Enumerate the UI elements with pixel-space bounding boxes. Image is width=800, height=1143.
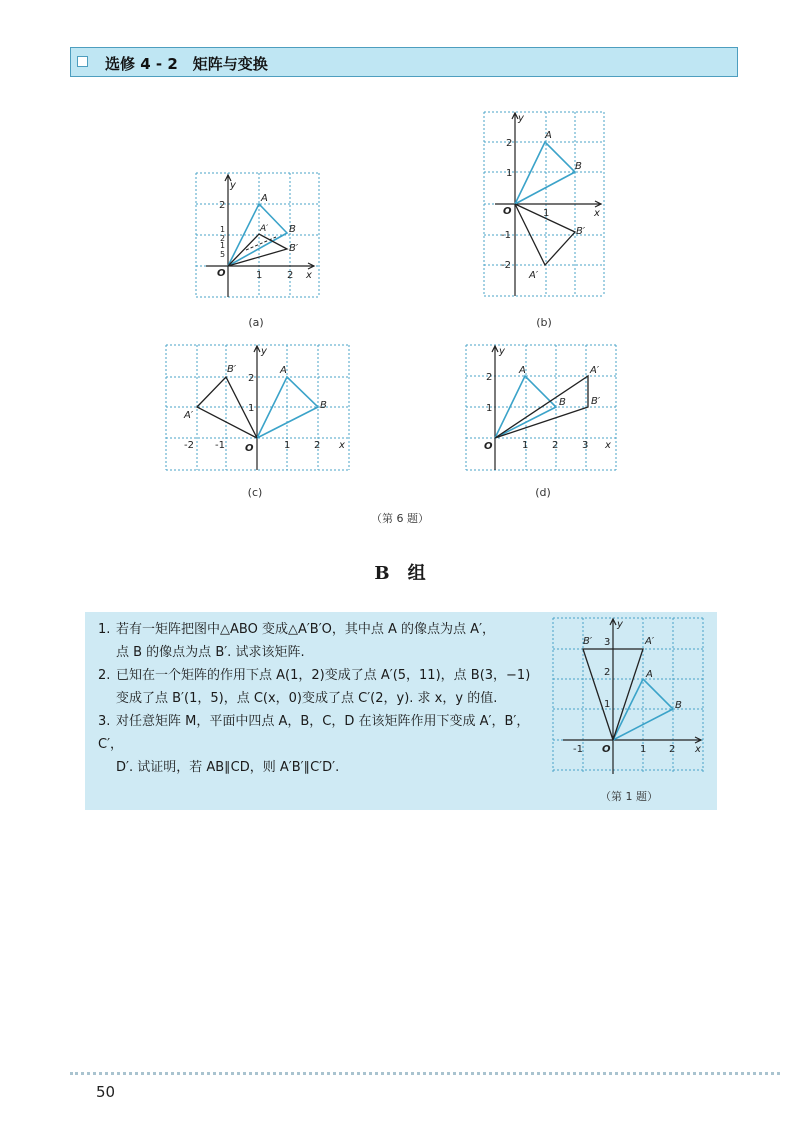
- footer-divider: [70, 1072, 780, 1075]
- axis-x-label: x: [306, 270, 312, 281]
- point-A-label: A: [261, 193, 268, 204]
- tick-y-1: 1: [248, 403, 255, 414]
- axis-y-label: y: [617, 619, 623, 630]
- caption-d: (d): [535, 486, 551, 499]
- tick-x-1: 1: [522, 440, 529, 451]
- tick-x-neg2: -2: [184, 440, 194, 451]
- figure-6-caption: （第 6 题）: [371, 512, 429, 525]
- caption-a: (a): [248, 316, 264, 329]
- axis-y-label: y: [261, 346, 267, 357]
- tick-x-1: 1: [543, 208, 550, 219]
- point-Ap-label: A′: [529, 270, 539, 281]
- axis-y-label: y: [518, 113, 524, 124]
- tick-y-fifth-num: 1: [220, 241, 226, 250]
- point-Bp-label: B′: [227, 364, 237, 375]
- point-Bp-label: B′: [289, 243, 299, 254]
- point-Ap-label: A′: [184, 410, 194, 421]
- figure-a: [186, 165, 326, 305]
- tick-y-2: 2: [219, 200, 226, 211]
- tick-y-2: 2: [604, 667, 611, 678]
- axis-y-label: y: [230, 180, 236, 191]
- point-B-label: B: [289, 224, 296, 235]
- point-Bp-label: B′: [591, 396, 601, 407]
- origin-label: O: [245, 443, 254, 454]
- origin-label: O: [484, 441, 493, 452]
- point-B-label: B: [575, 161, 582, 172]
- origin-label: O: [217, 268, 226, 279]
- figure-d: [462, 340, 622, 475]
- tick-x-neg1: -1: [573, 744, 583, 755]
- tick-x-1: 1: [640, 744, 647, 755]
- axis-x-label: x: [594, 208, 600, 219]
- exercise-1: 1. 若有一矩阵把图中△ABO 变成△A′B′O，其中点 A 的像点为点 A′， 点 B 的像点为点 B′. 试求该矩阵.: [98, 622, 496, 660]
- point-A-label: A: [646, 669, 653, 680]
- point-A-label: A: [545, 130, 552, 141]
- tick-y-3: 3: [604, 637, 611, 648]
- exercise-3: 3. 对任意矩阵 M，平面中四点 A，B，C，D 在该矩阵作用下变成 A′，B′，C′， D′. 试证明，若 AB∥CD，则 A′B′∥C′D′.: [98, 714, 530, 775]
- exercise-2: 2. 已知在一个矩阵的作用下点 A(1，2)变成了点 A′(5，11)，点 B(3，−1) 变成了点 B′(1，5)，点 C(x，0)变成了点 C′(2，y). 求 x，y 的值.: [98, 668, 531, 706]
- page-number: 50: [96, 1083, 116, 1101]
- point-B-label: B: [675, 700, 682, 711]
- caption-c: (c): [247, 486, 263, 499]
- tick-x-2: 2: [314, 440, 321, 451]
- tick-y-neg2: -2: [501, 260, 511, 271]
- figure-1: [549, 614, 709, 774]
- header-square-icon: [77, 56, 88, 67]
- figure-b: [479, 108, 609, 300]
- point-Ap-label: A′: [260, 224, 269, 234]
- chapter-title: 选修 4 - 2 矩阵与变换: [105, 55, 268, 73]
- tick-y-1: 1: [486, 403, 493, 414]
- tick-x-1: 1: [256, 270, 263, 281]
- tick-x-3: 3: [582, 440, 589, 451]
- tick-x-2: 2: [552, 440, 559, 451]
- axis-x-label: x: [339, 440, 345, 451]
- tick-y-half-num: 1: [220, 225, 226, 234]
- tick-y-2: 2: [506, 138, 513, 149]
- tick-y-fifth-den: 5: [220, 250, 226, 259]
- chapter-header: [70, 47, 738, 77]
- tick-x-2: 2: [287, 270, 294, 281]
- caption-b: (b): [536, 316, 552, 329]
- figure-c: [163, 340, 358, 475]
- section-title: B 组: [374, 563, 426, 584]
- origin-label: O: [602, 744, 611, 755]
- point-A-label: A: [280, 365, 287, 376]
- triangle-OAB: [515, 142, 575, 204]
- point-B-label: B: [320, 400, 327, 411]
- axis-x-label: x: [695, 744, 701, 755]
- tick-y-1: 1: [506, 168, 513, 179]
- tick-x-neg1: -1: [215, 440, 225, 451]
- point-Ap-label: A′: [645, 636, 655, 647]
- tick-y-neg1: -1: [501, 230, 511, 241]
- origin-label: O: [503, 206, 512, 217]
- point-Bp-label: B′: [583, 636, 593, 647]
- tick-y-2: 2: [248, 373, 255, 384]
- tick-y-half-den: 2: [220, 234, 226, 243]
- tick-y-2: 2: [486, 372, 493, 383]
- figure-1-caption: （第 1 题）: [600, 790, 658, 803]
- point-B-label: B: [559, 397, 566, 408]
- point-Bp-label: B′: [576, 226, 586, 237]
- tick-x-1: 1: [284, 440, 291, 451]
- exercise-panel: [85, 612, 717, 810]
- point-A-label: A: [519, 365, 526, 376]
- tick-x-2: 2: [669, 744, 676, 755]
- axis-y-label: y: [499, 346, 505, 357]
- axis-x-label: x: [605, 440, 611, 451]
- tick-y-1: 1: [604, 699, 611, 710]
- point-Ap-label: A′: [590, 365, 600, 376]
